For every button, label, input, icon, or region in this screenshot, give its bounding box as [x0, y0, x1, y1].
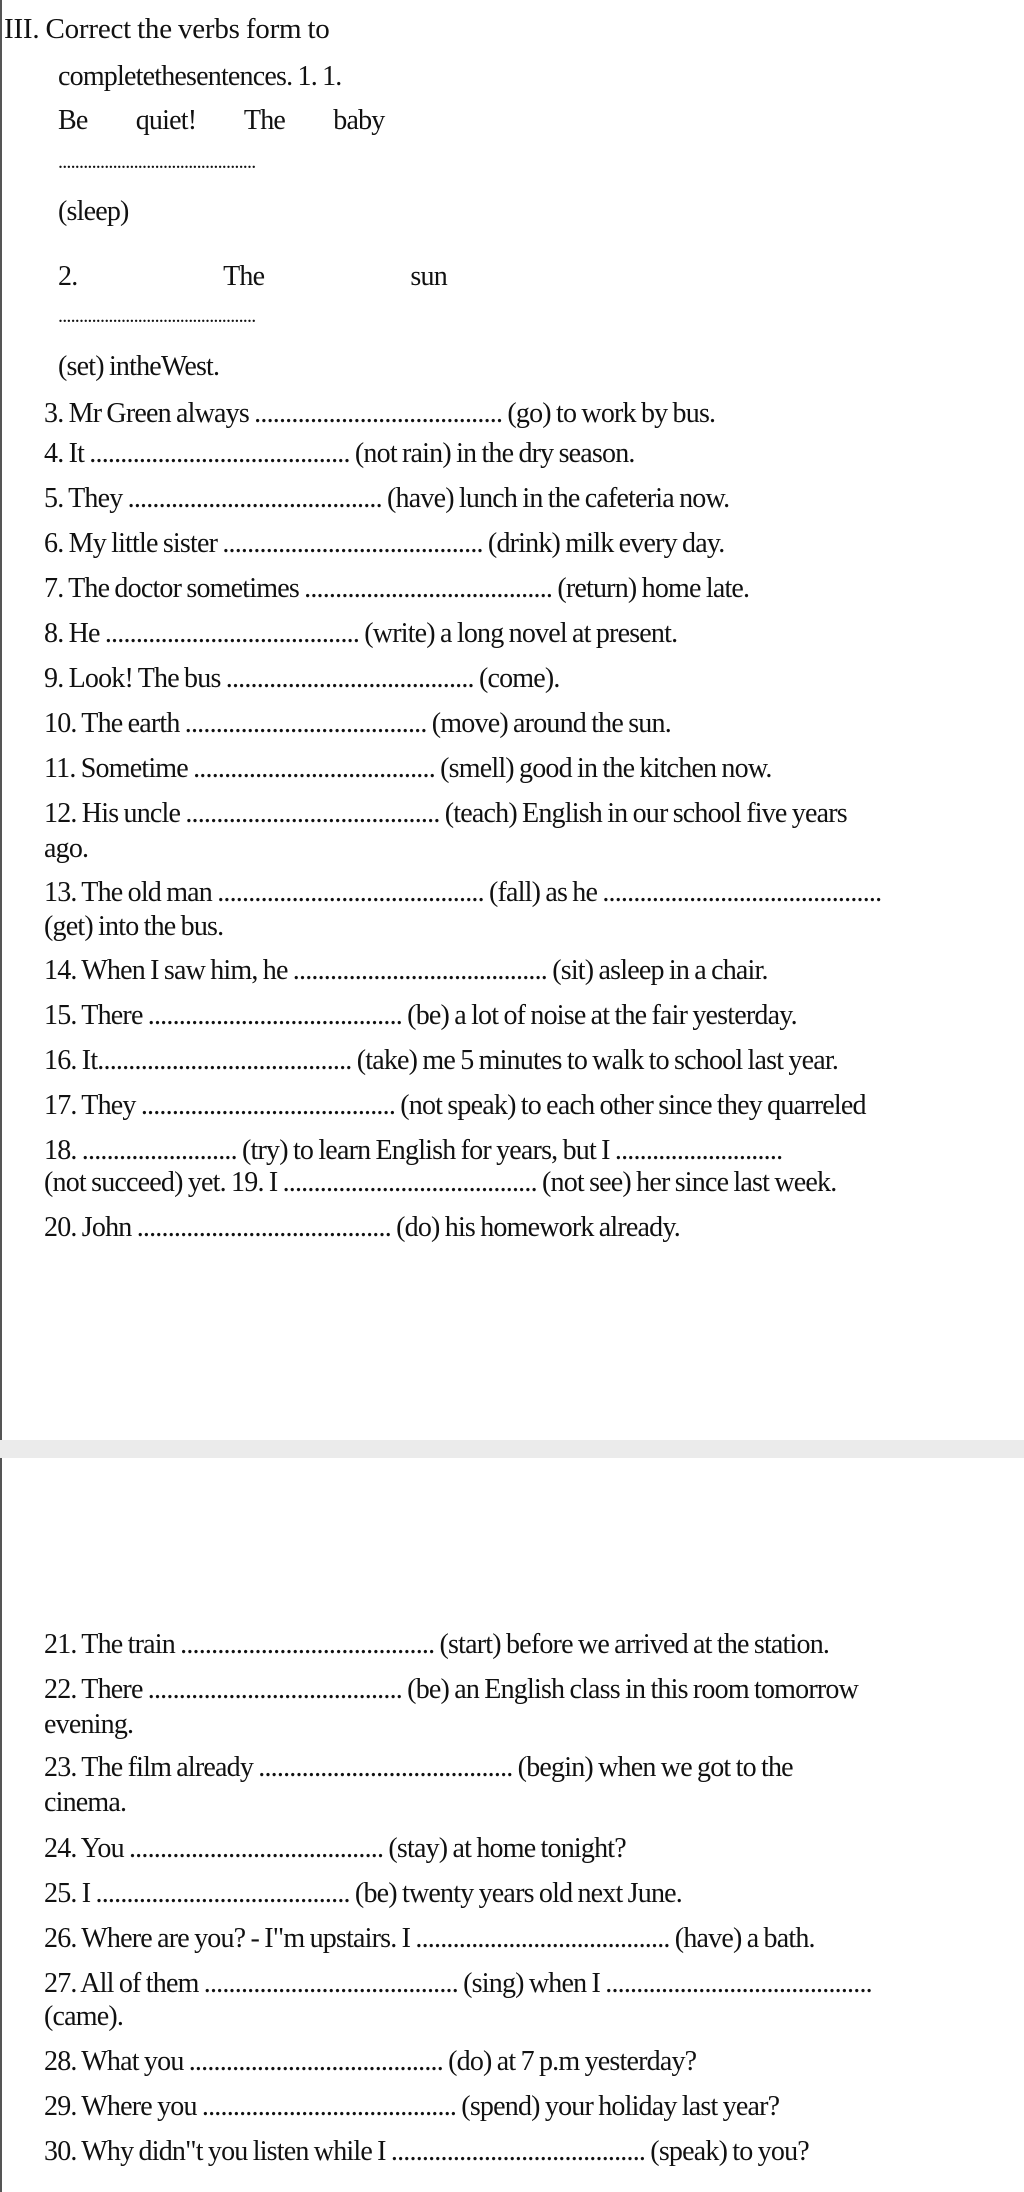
page-left-border [0, 0, 2, 1440]
item-20: 20. John ......................................... (do) his homework already. [44, 1212, 680, 1243]
item-10: 10. The earth ....................................... (move) around the sun. [44, 708, 671, 739]
item-14: 14. When I saw him, he ......................................... (sit) asleep in a chair. [44, 955, 768, 986]
item-13: 13. The old man ........................................... (fall) as he ............................................. [44, 877, 882, 908]
item-23-cont: cinema. [44, 1787, 127, 1818]
item-12: 12. His uncle ......................................... (teach) English in our school five years [44, 798, 847, 829]
item-15: 15. There ......................................... (be) a lot of noise at the fair yesterday. [44, 1000, 797, 1031]
item-7: 7. The doctor sometimes ........................................ (return) home late. [44, 573, 750, 604]
item-24: 24. You ......................................... (stay) at home tonight? [44, 1833, 626, 1864]
item-12-cont: ago. [44, 833, 89, 864]
item-22-cont: evening. [44, 1709, 134, 1740]
item-30: 30. Why didn"t you listen while I ......................................... (speak) to you? [44, 2136, 809, 2167]
item-6: 6. My little sister .......................................... (drink) milk every day. [44, 528, 725, 559]
item-2-text: 2. The sun [58, 261, 447, 292]
item-26: 26. Where are you? - I"m upstairs. I ......................................... (have) a bath. [44, 1923, 815, 1954]
item-2-blank[interactable]: ............................................... [58, 305, 256, 327]
item-3: 3. Mr Green always ........................................ (go) to work by bus. [44, 398, 716, 429]
item-8: 8. He ......................................... (write) a long novel at present. [44, 618, 678, 649]
item-29: 29. Where you ......................................... (spend) your holiday last year? [44, 2091, 780, 2122]
worksheet-page-2 [0, 1458, 1024, 2192]
item-28: 28. What you ......................................... (do) at 7 p.m yesterday? [44, 2046, 697, 2077]
item-18-19: (not succeed) yet. 19. I ......................................... (not see) her since last week. [44, 1167, 837, 1198]
page-separator [0, 1440, 1024, 1458]
exercise-title: III. Correct the verbs form to [4, 13, 330, 45]
item-25: 25. I ......................................... (be) twenty years old next June. [44, 1878, 682, 1909]
item-22: 22. There ......................................... (be) an English class in this room tomorrow [44, 1674, 859, 1705]
item-13-cont: (get) into the bus. [44, 911, 224, 942]
item-11: 11. Sometime ....................................... (smell) good in the kitchen now. [44, 753, 772, 784]
item-1-verb: (sleep) [58, 196, 129, 227]
item-4: 4. It .......................................... (not rain) in the dry season. [44, 438, 635, 469]
item-1-blank[interactable]: ............................................... [58, 151, 256, 173]
item-16: 16. It......................................... (take) me 5 minutes to walk to school last year. [44, 1045, 839, 1076]
item-18: 18. ......................... (try) to learn English for years, but I ........................... [44, 1135, 783, 1166]
item-27-cont: (came). [44, 2001, 124, 2032]
item-17: 17. They ......................................... (not speak) to each other since they quarreled [44, 1090, 866, 1121]
exercise-instruction: completethesentences. 1. 1. [58, 61, 342, 92]
item-27: 27. All of them ......................................... (sing) when I ........................................... [44, 1968, 872, 1999]
item-9: 9. Look! The bus ........................................ (come). [44, 663, 560, 694]
item-21: 21. The train ......................................... (start) before we arrived at the station. [44, 1629, 830, 1660]
item-5: 5. They ......................................... (have) lunch in the cafeteria now. [44, 483, 730, 514]
item-23: 23. The film already ......................................... (begin) when we got to the [44, 1752, 793, 1783]
page-left-border [0, 1458, 2, 2192]
item-2-verb: (set) intheWest. [58, 351, 220, 382]
item-1-text: Be quiet! The baby [58, 105, 385, 136]
